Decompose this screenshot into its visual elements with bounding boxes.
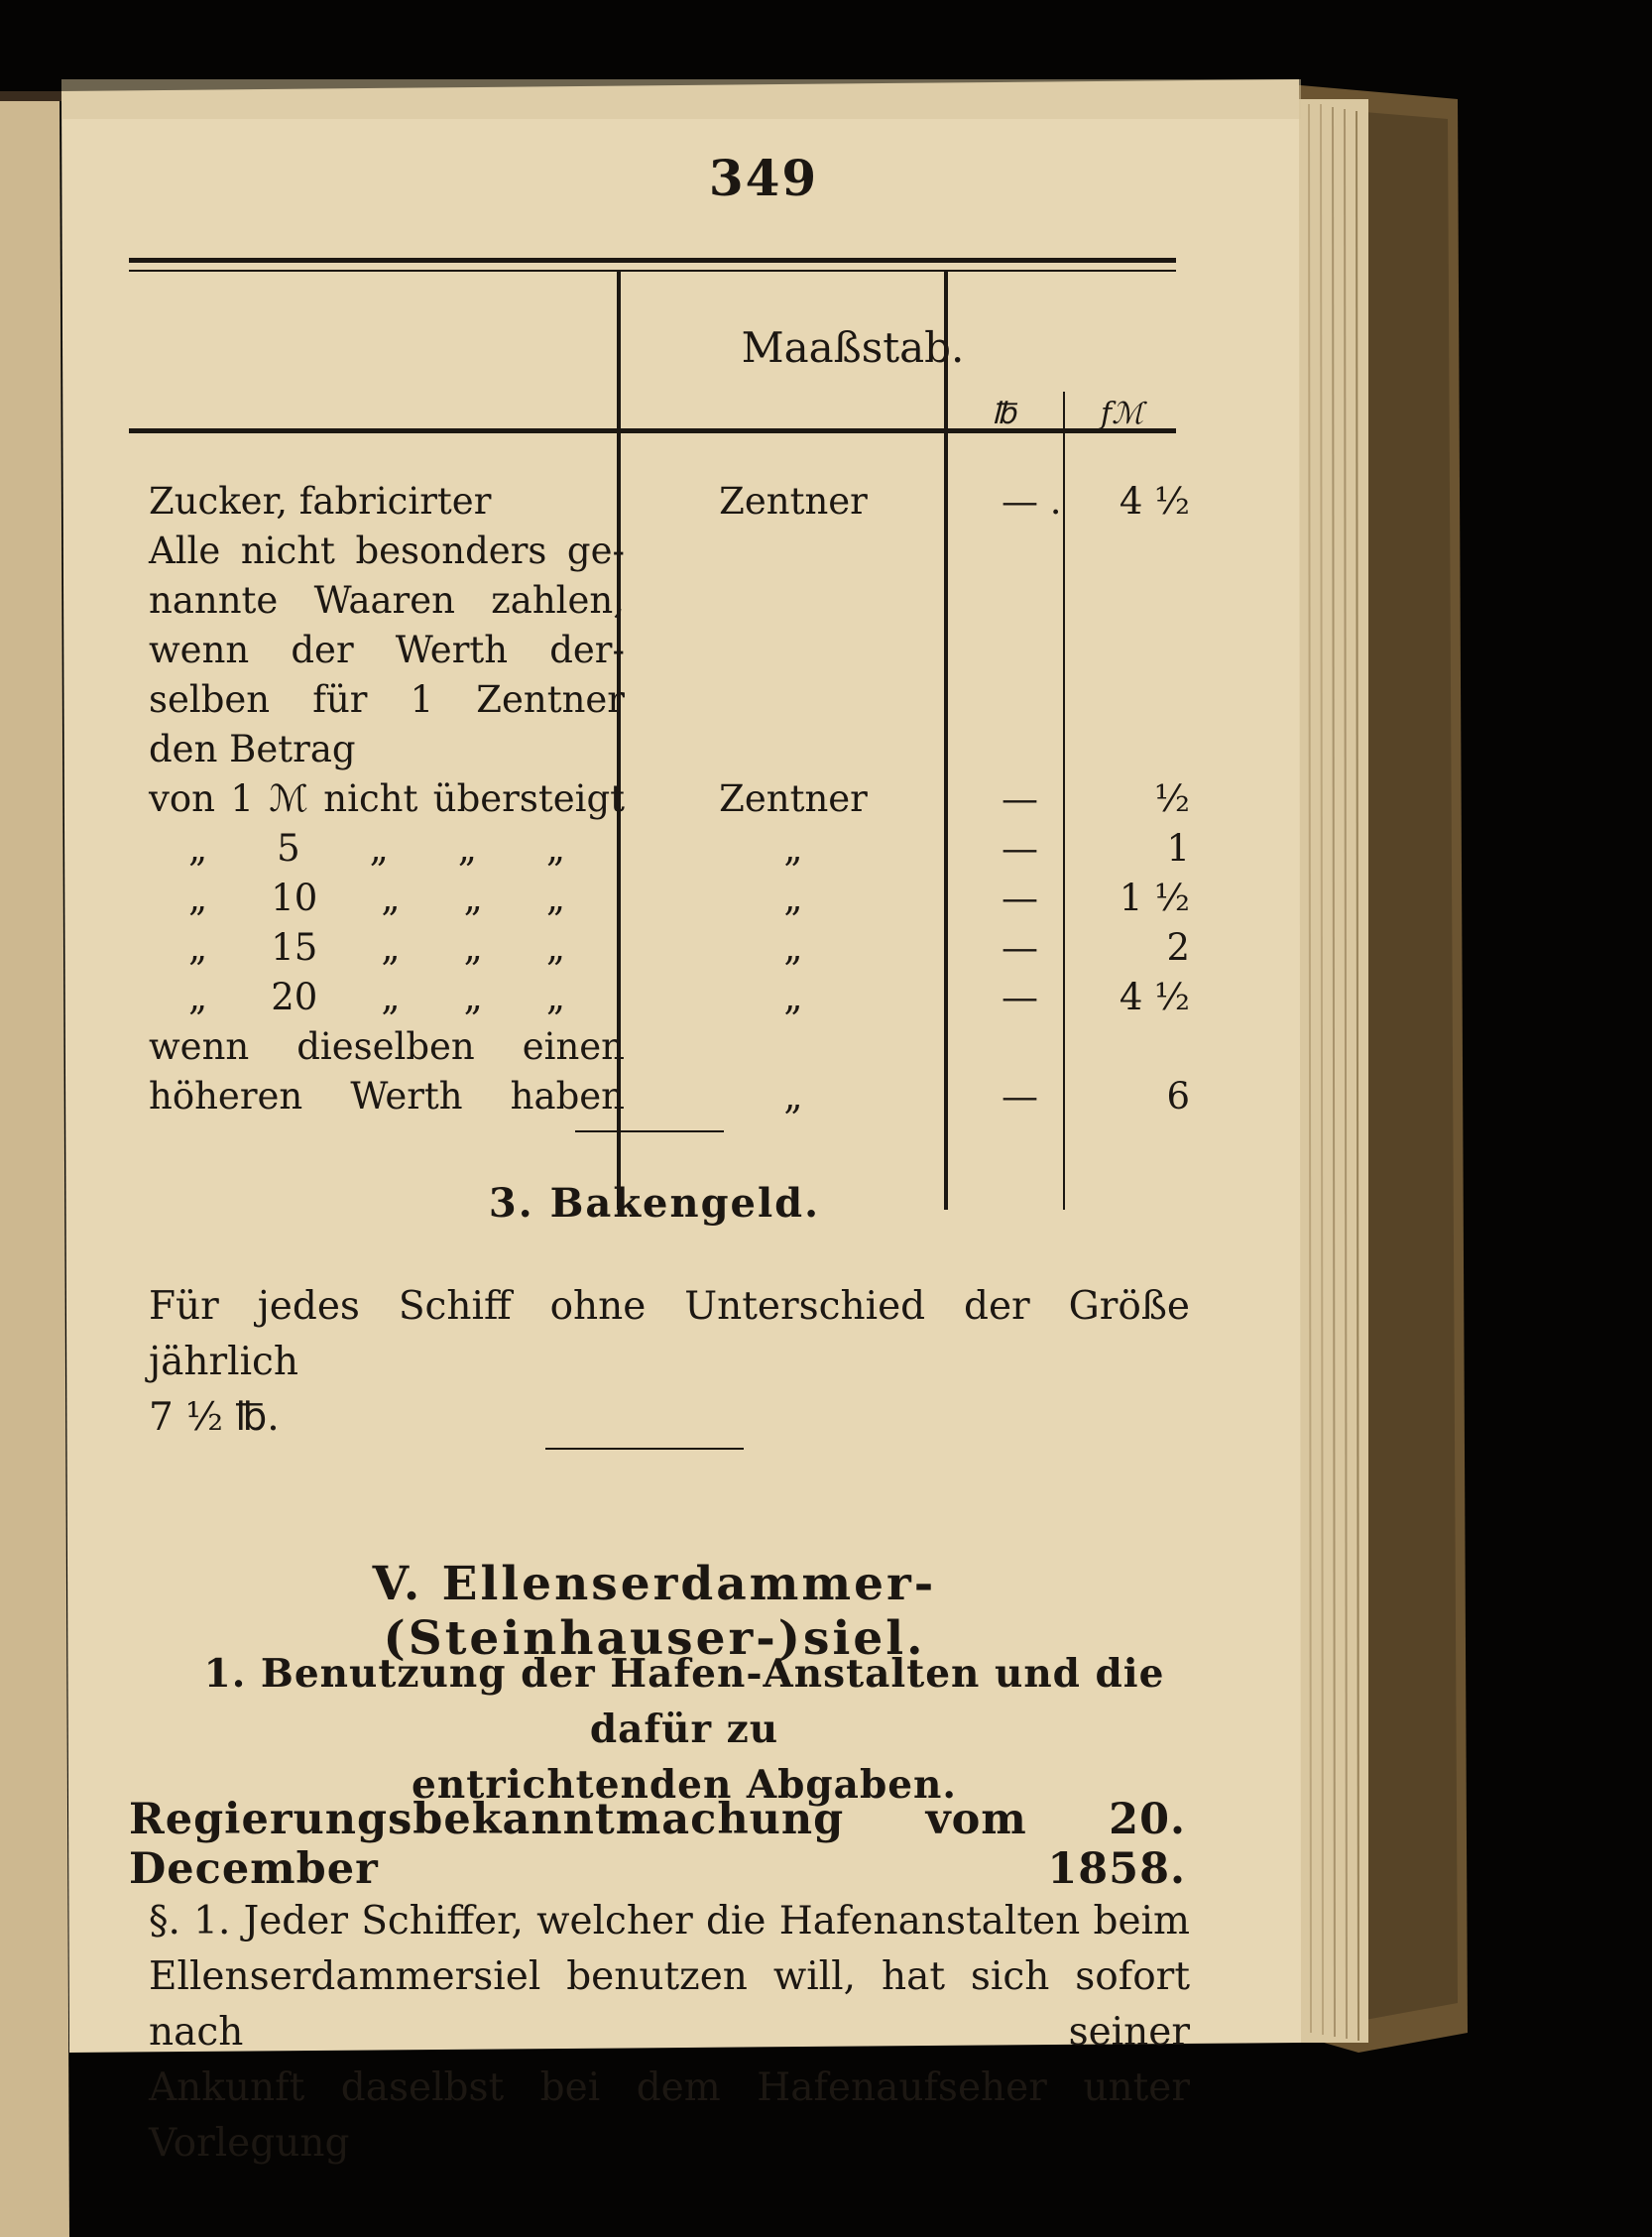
table-row <box>129 777 1190 825</box>
row-col2: 1 <box>1166 827 1190 870</box>
row-description: höheren Werth haben <box>149 1075 625 1118</box>
table-header-measure: Maaßstab. <box>741 323 965 372</box>
row-description: „ 5 „ „ „ <box>188 827 565 870</box>
row-col2: 1 ½ <box>1119 877 1190 919</box>
table-row <box>129 678 1180 726</box>
section-heading-ellenserdammersiel: V. Ellenserdammer- (Steinhauser-)siel. <box>372 1557 937 1666</box>
section-paragraph <box>149 1894 1190 2172</box>
row-unit: „ <box>783 877 803 919</box>
row-col1: — . <box>1002 480 1062 523</box>
row-description: „ 10 „ „ „ <box>188 877 565 919</box>
row-col1: — <box>1002 777 1038 820</box>
row-description: Alle nicht besonders ge- <box>149 530 625 572</box>
row-col1: — <box>1002 877 1038 919</box>
table-row <box>129 1025 1180 1073</box>
row-description: „ 15 „ „ „ <box>188 926 565 969</box>
row-description: wenn dieselben einen <box>149 1025 625 1068</box>
row-description: „ 20 „ „ „ <box>188 976 565 1018</box>
table-row <box>129 629 1180 676</box>
table-row <box>129 1075 1190 1122</box>
row-unit: „ <box>783 827 803 870</box>
page-content <box>129 149 1190 2166</box>
row-col2: 4 ½ <box>1119 976 1190 1018</box>
subsection-heading <box>188 1646 1180 1813</box>
table-row <box>129 827 1190 875</box>
row-col2: 2 <box>1166 926 1190 969</box>
row-unit: Zentner <box>719 480 868 523</box>
row-col1: — <box>1002 1075 1038 1118</box>
table-top-rule-thick <box>129 258 1176 263</box>
table-row <box>129 579 1180 627</box>
section-heading-bakengeld: 3. Bakengeld. <box>488 1180 821 1227</box>
table-top-rule-thin <box>129 270 1176 272</box>
table-header-unit-1: ℔ <box>992 397 1016 431</box>
table-header-unit-2: fℳ <box>1101 397 1144 431</box>
table-row <box>129 530 1180 577</box>
row-description: nannte Waaren zahlen, <box>149 579 625 622</box>
row-col1: — <box>1002 976 1038 1018</box>
left-page-edge <box>0 91 69 2237</box>
row-description: selben für 1 Zentner <box>149 678 625 721</box>
row-unit: „ <box>783 1075 803 1118</box>
paragraph-line: Ellenserdammersiel benutzen will, hat sich sofort nach seiner <box>149 1954 1190 2055</box>
subsection-heading-line: 1. Benutzung der Hafen-Anstalten und die dafür zu <box>203 1651 1165 1752</box>
row-col1: — <box>1002 926 1038 969</box>
table-row <box>129 480 1190 528</box>
table-header-rule <box>129 428 1176 433</box>
row-description: wenn der Werth der- <box>149 629 625 671</box>
row-description: Zucker, fabricirter <box>149 480 492 523</box>
paragraph-line: Für jedes Schiff ohne Unterschied der Größe jährlich <box>149 1284 1190 1384</box>
decree-title: Regierungsbekanntmachung vom 20. December 1858. <box>129 1795 1186 1894</box>
page-stack-edges <box>1299 99 1368 2043</box>
row-unit: Zentner <box>719 777 868 820</box>
row-col1: — <box>1002 827 1038 870</box>
row-unit: „ <box>783 926 803 969</box>
row-description: von 1 ℳ nicht übersteigt <box>149 777 625 820</box>
table-row <box>129 877 1190 924</box>
row-col2: 6 <box>1166 1075 1190 1118</box>
paragraph-line: 7 ½ ℔. <box>149 1395 280 1440</box>
separator-rule <box>545 1448 744 1450</box>
table-row <box>129 976 1190 1023</box>
row-col2: 4 ½ <box>1119 480 1190 523</box>
table-row <box>129 728 1180 775</box>
row-description: den Betrag <box>149 728 356 770</box>
bakengeld-paragraph <box>149 1279 1190 1446</box>
paragraph-line: §. 1. Jeder Schiffer, welcher die Hafenanstalten beim <box>149 1899 1190 1943</box>
separator-rule <box>575 1130 724 1132</box>
table-row <box>129 926 1190 974</box>
subsection-heading-line: entrichtenden Abgaben. <box>412 1762 957 1808</box>
page-number: 349 <box>708 149 819 207</box>
paragraph-line: Ankunft daselbst bei dem Hafenaufseher unter Vorlegung <box>149 2065 1190 2166</box>
row-unit: „ <box>783 976 803 1018</box>
row-col2: ½ <box>1154 777 1190 820</box>
